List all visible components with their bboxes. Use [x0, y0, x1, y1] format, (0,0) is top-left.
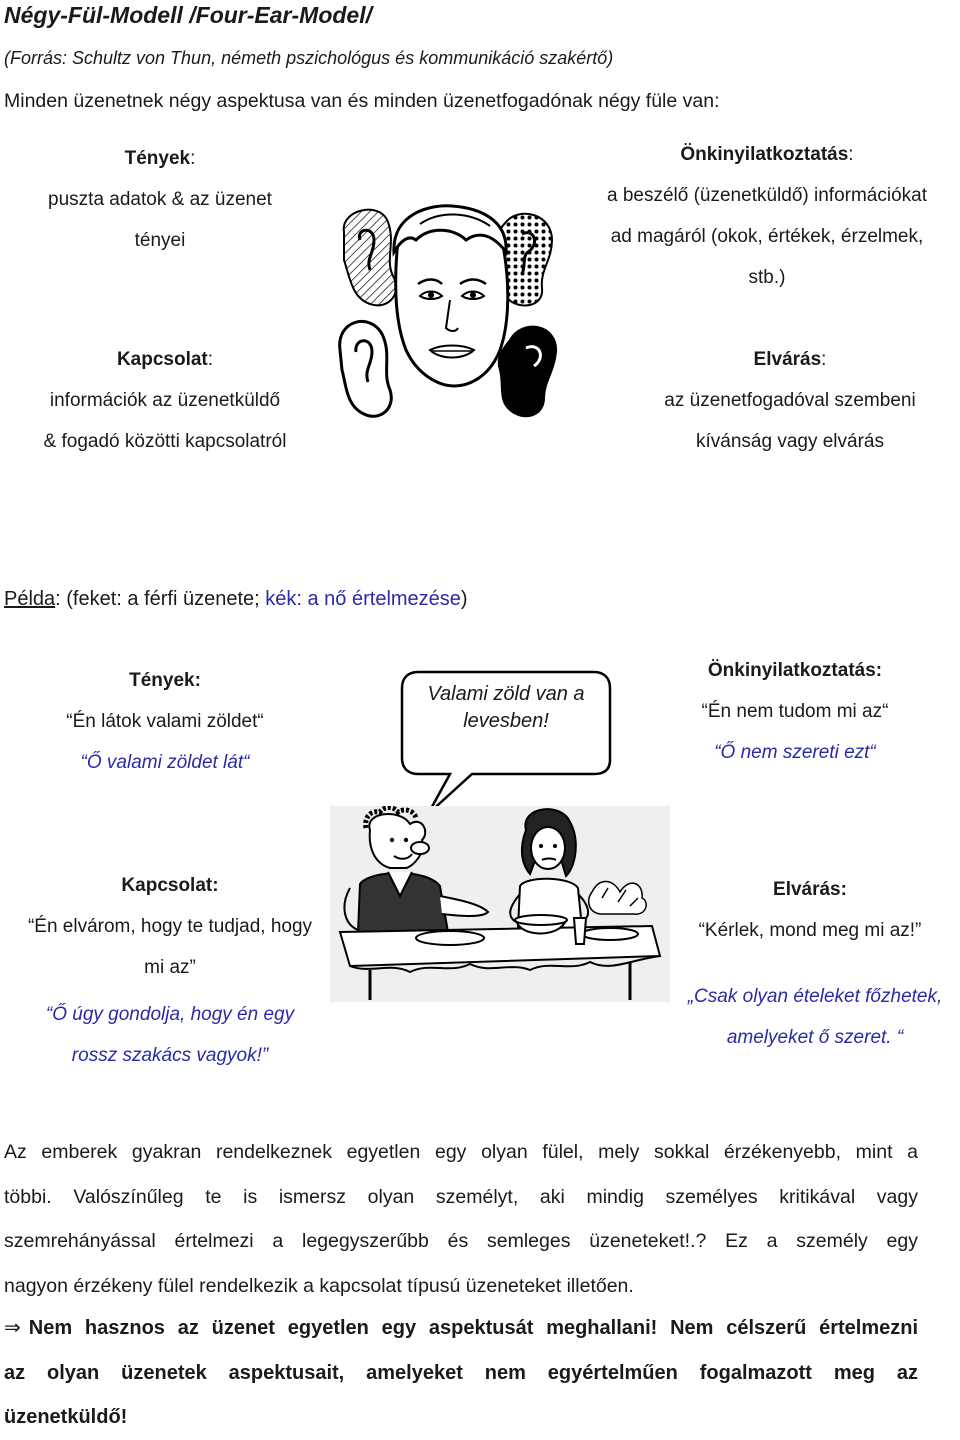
example-self-woman: “Ő nem szereti ezt“	[714, 742, 876, 763]
facts-line: tényei	[134, 230, 186, 251]
example-appeal-block	[660, 869, 960, 951]
example-appeal-woman: „Csak olyan ételeket főzhetek,	[687, 986, 943, 1007]
intro-text: Minden üzenetnek négy aspektusa van és minden üzenetfogadónak négy füle van:	[4, 90, 720, 112]
arrow-icon: ⇒	[4, 1317, 21, 1339]
relationship-ear-icon	[340, 321, 392, 416]
example-heading: Példa: (feket: a férfi üzenete; kék: a nő értelmezése)	[4, 588, 468, 610]
example-facts-label: Tények:	[129, 670, 201, 691]
relationship-line: információk az üzenetküldő	[49, 390, 281, 411]
example-self-man: “Én nem tudom mi az“	[701, 701, 889, 722]
face-outline	[396, 240, 508, 386]
example-appeal-label: Elvárás:	[773, 879, 847, 900]
speech-bubble-text: Valami zöld van a levesben!	[427, 683, 585, 732]
relationship-label: Kapcsolat	[116, 349, 208, 370]
facts-block: Tények: puszta adatok & az üzenet tényei	[10, 138, 310, 261]
self-disclosure-line: ad magáról (okok, értékek, érzelmek,	[610, 226, 924, 247]
paragraph-line: nagyon érzékeny fülel rendelkezik a kapcsolat típusú üzeneteket illetően.	[4, 1274, 634, 1297]
example-facts-man: “Én látok valami zöldet“	[66, 711, 264, 732]
example-facts-woman: “Ő valami zöldet lát“	[80, 752, 250, 773]
example-self-block	[640, 650, 950, 773]
example-relationship-label: Kapcsolat:	[121, 875, 219, 896]
example-appeal-woman-block	[670, 976, 960, 1058]
page-title: Négy-Fül-Modell /Four-Ear-Model/	[4, 2, 372, 28]
facts-line: puszta adatok & az üzenet	[48, 189, 272, 210]
example-interpretation-legend: kék: a nő értelmezése	[265, 588, 461, 610]
conclusion-line: üzenetküldő!	[4, 1406, 128, 1428]
paragraph-line: Az emberek gyakran rendelkeznek egyetlen egy olyan fülel, mely sokkal érzékenyebb, mint a	[4, 1141, 918, 1163]
example-relationship-block	[10, 865, 330, 988]
appeal-line: az üzenetfogadóval szembeni	[664, 390, 916, 411]
appeal-line: kívánság vagy elvárás	[696, 431, 884, 452]
appeal-label: Elvárás	[753, 349, 822, 370]
example-self-label: Önkinyilatkoztatás:	[707, 660, 883, 681]
relationship-line: & fogadó közötti kapcsolatról	[43, 431, 287, 452]
self-disclosure-block: Önkinyilatkoztatás: a beszélő (üzenetküldő) információkat ad magáról (okok, értékek, érzelmek, stb.)	[580, 134, 954, 298]
paragraph-line: szemrehányással értelmezi a legegyszerűbb és semleges üzeneteket!.? Ez a személy egy	[4, 1230, 918, 1252]
explanation-paragraph	[4, 1130, 918, 1308]
example-relationship-woman: “Ő úgy gondolja, hogy én egy	[45, 1004, 295, 1025]
paragraph-line: többi. Valószínűleg te is ismersz olyan személyt, aki mindig személyes kritikával vagy	[4, 1185, 918, 1208]
example-facts-block	[10, 660, 320, 783]
glass-icon	[574, 918, 586, 944]
conclusion	[4, 1306, 918, 1440]
example-appeal-woman: amelyeket ő szeret. “	[726, 1027, 904, 1048]
example-relationship-woman-block	[10, 994, 330, 1076]
self-disclosure-line: stb.)	[748, 267, 786, 288]
conclusion-line: az olyan üzenetek aspektusait, amelyeket nem egyértelműen fogalmazott meg az	[4, 1361, 918, 1384]
appeal-ear-icon	[499, 327, 556, 417]
source-note: (Forrás: Schultz von Thun, németh pszichológus és kommunikáció szakértő)	[4, 48, 614, 68]
example-appeal-man: “Kérlek, mond meg mi az!”	[698, 920, 922, 941]
example-relationship-man: “Én elvárom, hogy te tudjad, hogy	[27, 916, 313, 937]
appeal-block: Elvárás: az üzenetfogadóval szembeni kívánság vagy elvárás	[610, 339, 960, 462]
example-relationship-man: mi az”	[144, 957, 196, 978]
example-relationship-woman: rossz szakács vagyok!”	[71, 1045, 269, 1066]
four-ear-face-illustration	[330, 200, 570, 440]
relationship-block: Kapcsolat: információk az üzenetküldő & fogadó közötti kapcsolatról	[10, 339, 320, 462]
dinner-scene-illustration	[330, 806, 670, 1002]
conclusion-line: Nem hasznos az üzenet egyetlen egy aspektusát meghallani! Nem célszerű értelmezni	[28, 1317, 918, 1339]
self-disclosure-label: Önkinyilatkoztatás	[680, 144, 849, 165]
example-label: Példa	[4, 588, 56, 610]
self-disclosure-line: a beszélő (üzenetküldő) információkat	[606, 185, 927, 206]
facts-label: Tények	[124, 148, 191, 169]
